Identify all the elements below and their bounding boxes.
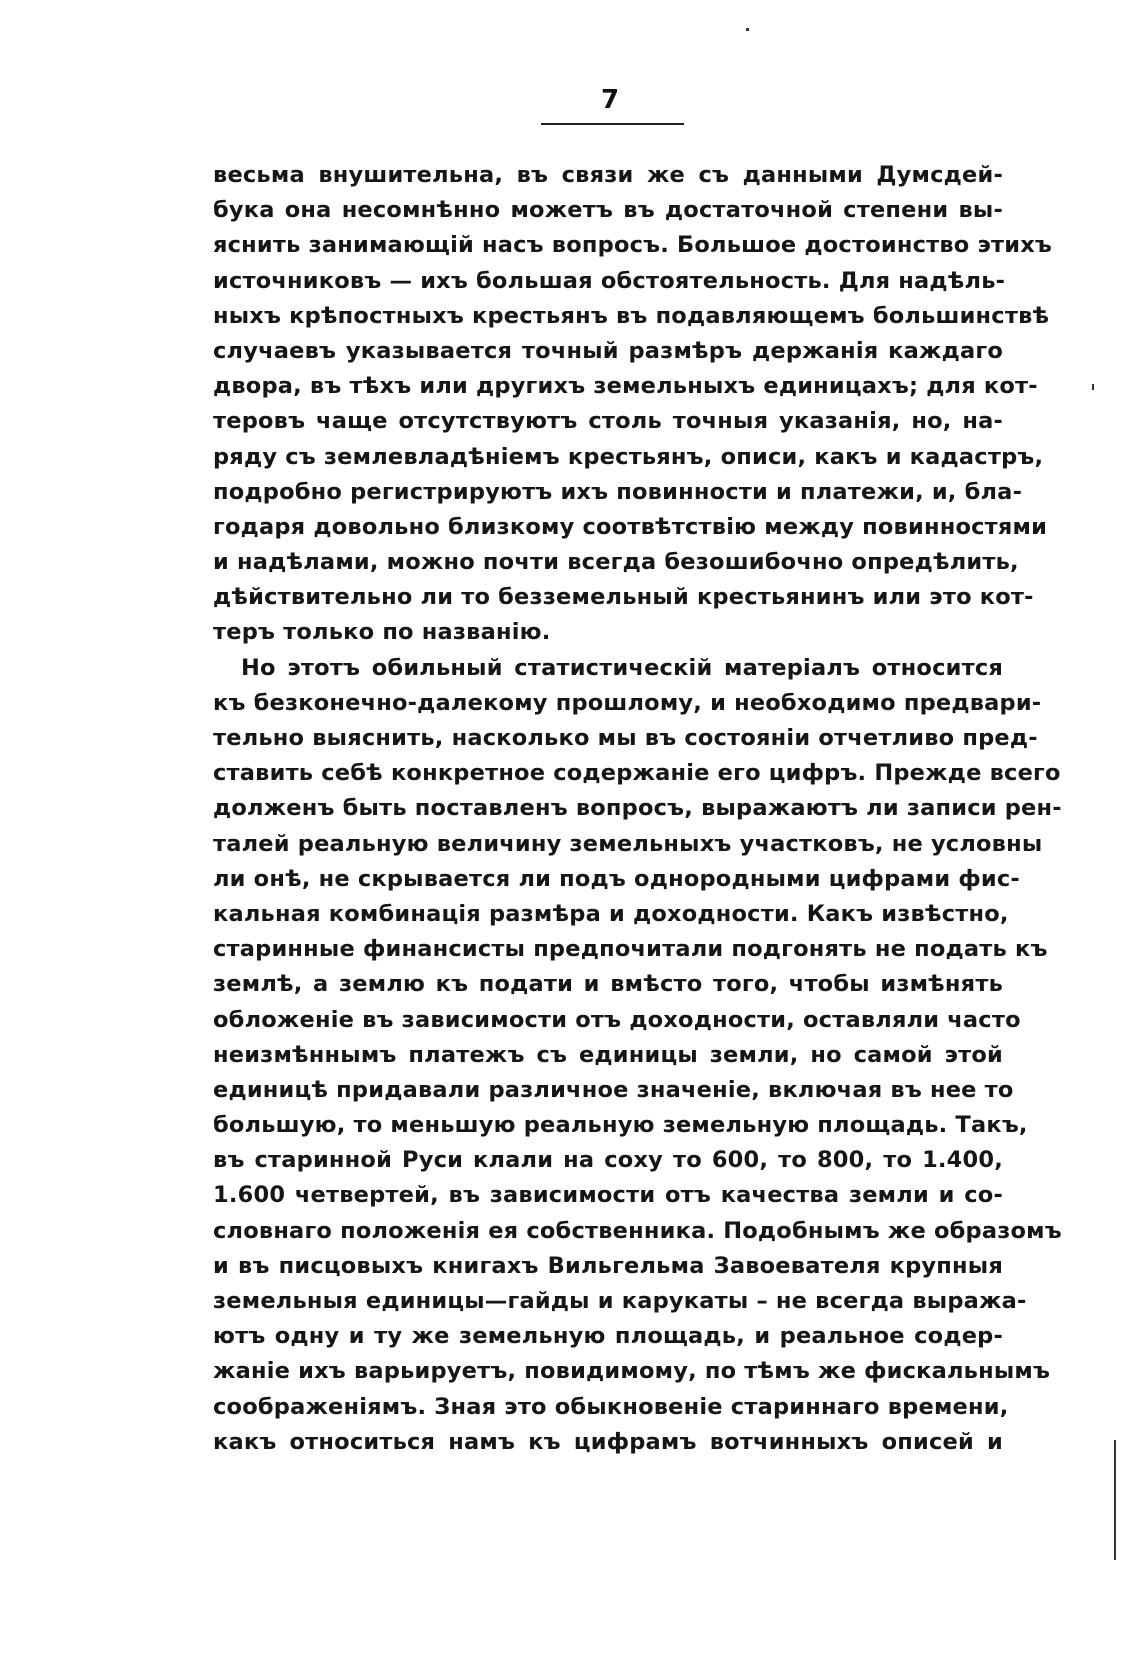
text-line: жаніе ихъ варьируетъ, повидимому, по тѣмъ же фискальнымъ	[213, 1358, 1051, 1385]
text-line: въ старинной Руси клали на соху то 600, то 800, то 1.400,	[213, 1147, 1003, 1174]
text-line: къ безконечно-далекому прошлому, и необходимо предвари-	[213, 689, 1042, 716]
text-line: ныхъ крѣпостныхъ крестьянъ въ подавляющемъ большинствѣ	[213, 302, 1050, 329]
text-line: кальная комбинація размѣра и доходности. Какъ извѣстно,	[213, 900, 1009, 927]
text-line: земельныя единицы—гайды и карукаты – не всегда выража-	[213, 1288, 1027, 1314]
text-line: и надѣлами, можно почти всегда безошибочно опредѣлить,	[213, 549, 1019, 576]
paragraph-1	[213, 158, 1053, 651]
text-line: большую, то меньшую реальную земельную площадь. Такъ,	[213, 1112, 1028, 1139]
text-line: долженъ быть поставленъ вопросъ, выражаютъ ли записи рен-	[213, 795, 1062, 822]
text-line: ряду съ землевладѣніемъ крестьянъ, описи, какъ и кадастръ,	[213, 443, 1044, 470]
text-line: словнаго положенія ея собственника. Подобнымъ же образомъ	[213, 1217, 1062, 1244]
text-line: обложеніе въ зависимости отъ доходности, оставляли часто	[213, 1006, 1021, 1033]
text-line: тельно выяснить, насколько мы въ состояніи отчетливо пред-	[213, 725, 1038, 751]
scan-speck	[746, 28, 749, 31]
text-line: подробно регистрируютъ ихъ повинности и платежи, и, бла-	[213, 478, 1023, 505]
text-line: талей реальную величину земельныхъ участковъ, не условны	[213, 830, 1043, 857]
text-line: какъ относиться намъ къ цифрамъ вотчинныхъ описей и	[213, 1428, 1003, 1455]
text-line: ютъ одну и ту же земельную площадь, и реальное содер-	[213, 1323, 1003, 1350]
text-line: теровъ чаще отсутствуютъ столь точныя указанія, но, на-	[213, 408, 1003, 435]
text-line: ставить себѣ конкретное содержаніе его цифръ. Прежде всего	[213, 760, 1061, 787]
paragraph-2	[213, 651, 1062, 1460]
body-text	[213, 158, 1062, 1460]
scan-speck	[1092, 384, 1094, 390]
text-line: землѣ, а землю къ подати и вмѣсто того, чтобы измѣнять	[213, 971, 1003, 998]
page-number-rule	[541, 123, 684, 125]
text-line: теръ только по названію.	[213, 619, 551, 646]
text-line: старинные финансисты предпочитали подгонять не подать къ	[213, 936, 1048, 963]
text-line: неизмѣннымъ платежъ съ единицы земли, но самой этой	[213, 1041, 1003, 1068]
text-line: дѣйствительно ли то безземельный крестьянинъ или это кот-	[213, 584, 1034, 611]
text-line: двора, въ тѣхъ или другихъ земельныхъ единицахъ; для кот-	[213, 373, 1038, 400]
text-line: случаевъ указывается точный размѣръ держанія каждаго	[213, 337, 1003, 364]
text-line: весьма внушительна, въ связи же съ данными Думсдей-	[213, 162, 1003, 188]
text-line: яснить занимающій насъ вопросъ. Большое достоинство этихъ	[213, 232, 1053, 259]
text-line: Но этотъ обильный статистическій матеріалъ относится	[241, 654, 1003, 681]
text-line: годаря довольно близкому соотвѣтствію между повинностями	[213, 513, 1048, 540]
scan-edge-mark	[1114, 1440, 1116, 1560]
text-line: 1.600 четвертей, въ зависимости отъ качества земли и со-	[213, 1182, 1003, 1209]
text-line: и въ писцовыхъ книгахъ Вильгельма Завоевателя крупныя	[213, 1252, 1003, 1279]
text-line: единицѣ придавали различное значеніе, включая въ нее то	[213, 1076, 1014, 1103]
text-line: ли онѣ, не скрывается ли подъ однородными цифрами фис-	[213, 865, 1020, 892]
text-line: бука она несомнѣнно можетъ въ достаточной степени вы-	[213, 197, 1003, 224]
text-line: источниковъ — ихъ большая обстоятельность. Для надѣль-	[213, 267, 1006, 294]
text-line: соображеніямъ. Зная это обыкновеніе стариннаго времени,	[213, 1393, 1009, 1420]
page-number: 7	[600, 85, 620, 115]
